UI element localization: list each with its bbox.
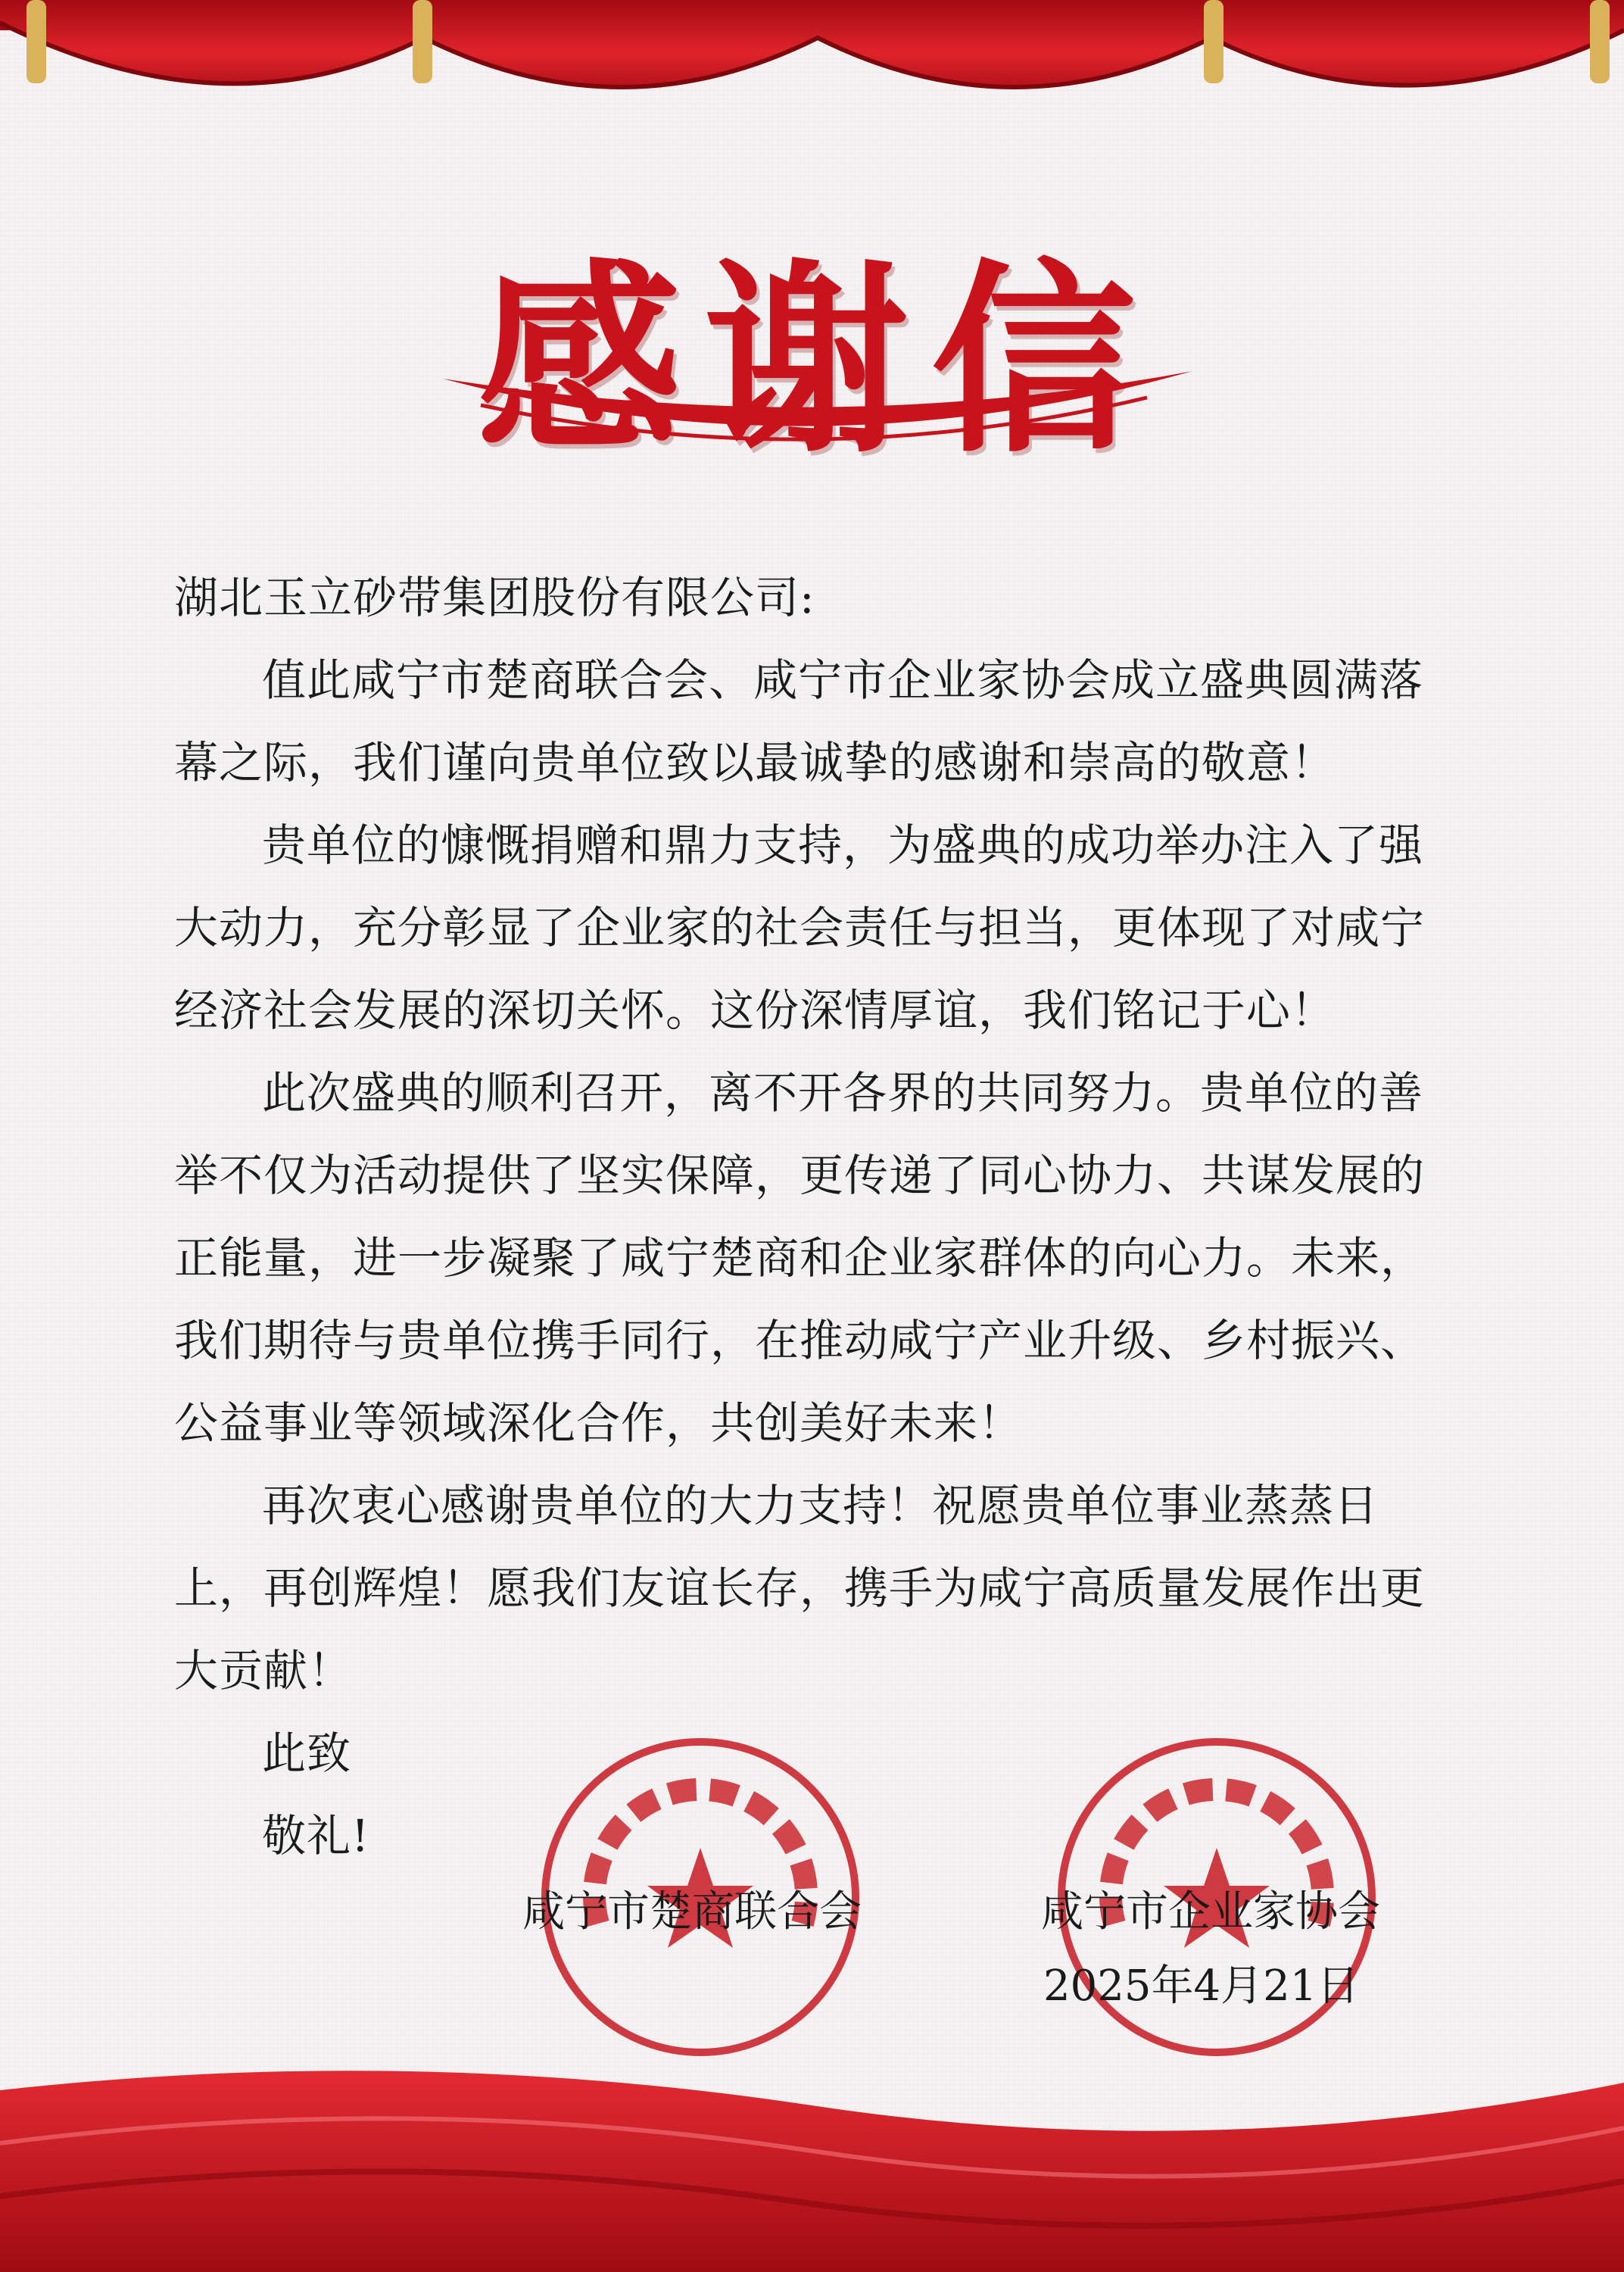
title-swoosh-decoration	[420, 364, 1215, 462]
paragraph-4: 再次衷心感谢贵单位的大力支持！祝愿贵单位事业蒸蒸日上，再创辉煌！愿我们友谊长存，携手为咸宁高质量发展作出更大贡献！	[174, 1480, 1426, 1696]
paragraph-1: 值此咸宁市楚商联合会、咸宁市企业家协会成立盛典圆满落幕之际，我们谨向贵单位致以最诚挚的感谢和崇高的敬意！	[174, 654, 1424, 788]
closing-salutation-1: 此致	[262, 1727, 352, 1779]
bottom-curtain-decoration	[0, 2060, 1624, 2272]
paragraph-2: 贵单位的慷慨捐赠和鼎力支持，为盛典的成功举办注入了强大动力，充分彰显了企业家的社会责任与担当，更体现了对咸宁经济社会发展的深切关怀。这份深情厚谊，我们铭记于心！	[174, 819, 1426, 1036]
signatory-chushang-association: 咸宁市楚商联合会	[522, 1887, 862, 1937]
letter-date: 2025年4月21日	[1043, 1961, 1360, 2011]
title-block	[420, 174, 1215, 480]
page-title: 感谢信	[477, 242, 1158, 480]
closing-salutation-2: 敬礼!	[262, 1810, 370, 1862]
letter-body	[174, 557, 1461, 1877]
paragraph-3: 此次盛典的顺利召开，离不开各界的共同努力。贵单位的善举不仅为活动提供了坚实保障，更传递了同心协力、共谋发展的正能量，进一步凝聚了咸宁楚商和企业家群体的向心力。未来，我们期待与贵单位携手同行，在推动咸宁产业升级、乡村振兴、公益事业等领域深化合作，共创美好未来！	[174, 1067, 1426, 1449]
top-curtain-decoration	[0, 0, 1624, 151]
signatory-entrepreneur-association: 咸宁市企业家协会	[1041, 1887, 1380, 1937]
recipient-line: 湖北玉立砂带集团股份有限公司:	[174, 572, 815, 623]
